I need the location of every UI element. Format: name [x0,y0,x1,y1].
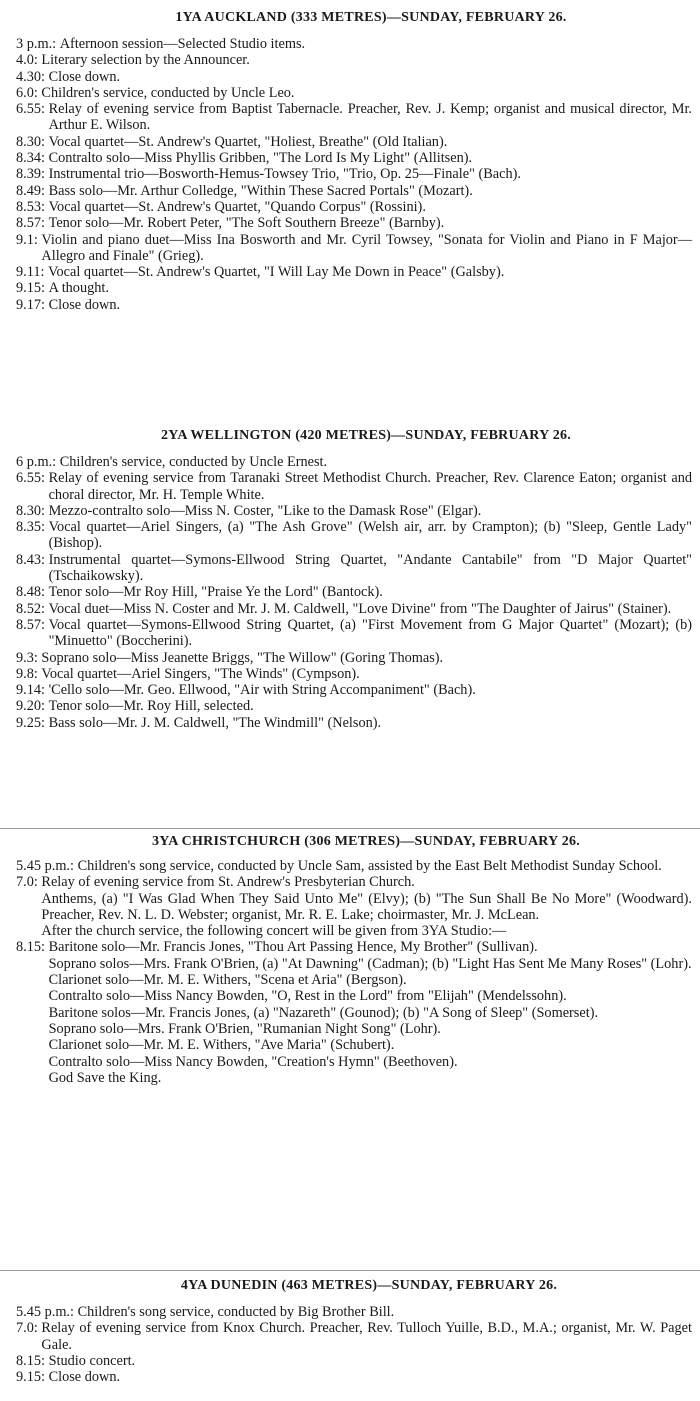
programme-item [16,650,692,666]
programme-description: Vocal quartet—Ariel Singers, "The Winds" (Cympson). [41,665,360,682]
programme-description: Children's song service, conducted by Big Brother Bill. [77,1304,395,1320]
programme-text-block [49,601,692,617]
programme-text-block [49,519,692,552]
programme-time: 8.15: [16,939,45,956]
section-divider [0,828,700,829]
programme-description: Baritone solo—Mr. Francis Jones, "Thou Art Passing Hence, My Brother" (Sullivan). [48,939,538,956]
programme-description: 'Cello solo—Mr. Geo. Ellwood, "Air with String Accompaniment" (Bach). [48,682,476,699]
programme-time: 9.20: [16,698,45,715]
programme-time: 7.0: [16,874,38,891]
programme-text-block [49,698,692,714]
section-heading: 3YA CHRISTCHURCH (306 METRES)—SUNDAY, FEBRUARY 26. [151,834,581,849]
programme-item [16,939,692,1086]
programme-time: 5.45 p.m.: [16,1304,74,1320]
programme-sub-entry: Contralto solo—Miss Nancy Bowden, "Creation's Hymn" (Beethoven). [48,1053,458,1070]
programme-item [16,682,692,698]
programme-item [16,454,692,470]
programme-item [16,52,692,68]
programme-item [16,1353,692,1369]
programme-time: 9.15: [16,1369,45,1386]
programme-text-block [49,215,692,231]
programme-item [16,874,692,939]
programme-description: Relay of evening service from Taranaki Street Methodist Church. Preacher, Rev. Clarence Eaton; organist and choral director, Mr. H. Temple White. [48,470,692,503]
programme-description: Vocal duet—Miss N. Coster and Mr. J. M. Caldwell, "Love Divine" from "The Daughter of Jairus" (Stainer). [48,600,672,617]
programme-text-block [49,199,692,215]
programme-item [16,1304,692,1320]
programme-item [16,166,692,182]
programme-time: 7.0: [16,1320,38,1337]
programme-time: 9.1: [16,231,38,248]
programme-description: Relay of evening service from Knox Church. Preacher, Rev. Tulloch Yuille, B.D., M.A.; organist, Mr. W. Paget Gale. [41,1320,692,1353]
programme-time: 8.39: [16,166,45,183]
programme-item [16,85,692,101]
programme-item [16,1320,692,1353]
programme-text-block [49,682,692,698]
programme-time: 8.52: [16,600,45,617]
programme-description: Tenor solo—Mr. Roy Hill, selected. [48,698,254,715]
programme-text-block [41,232,692,265]
programme-list [16,36,692,313]
programme-item [16,69,692,85]
programme-sub-entry: After the church service, the following concert will be given from 3YA Studio:— [41,923,507,940]
programme-item [16,264,692,280]
programme-text-block [41,650,692,666]
programme-text-block [49,101,692,134]
programme-item [16,666,692,682]
programme-text-block [49,1353,692,1369]
programme-text-block [49,617,692,650]
programme-description: Children's song service, conducted by Uncle Sam, assisted by the East Belt Methodist Sunday School. [77,858,662,874]
programme-item [16,183,692,199]
programme-item [16,519,692,552]
programme-text-block [49,503,692,519]
programme-item [16,617,692,650]
programme-time: 9.8: [16,665,38,682]
programme-item [16,584,692,600]
programme-time: 5.45 p.m.: [16,858,74,874]
programme-item [16,601,692,617]
programme-time: 6.0: [16,84,38,101]
programme-time: 9.14: [16,682,45,699]
programme-time: 6 p.m.: [16,454,57,470]
programme-description: Vocal quartet—St. Andrew's Quartet, "I Will Lay Me Down in Peace" (Galsby). [48,264,505,281]
section-2ya-wellington [16,426,692,731]
programme-time: 6.55: [16,470,45,487]
programme-item [16,215,692,231]
programme-description: Close down. [48,68,121,85]
programme-description: Studio concert. [48,1352,136,1369]
programme-sub-entry: Soprano solo—Mrs. Frank O'Brien, "Rumanian Night Song" (Lohr). [48,1020,441,1037]
programme-description: Instrumental quartet—Symons-Ellwood String Quartet, "Andante Cantabile" from "D Major Quartet" (Tschaikowsky). [48,551,692,585]
programme-time: 9.25: [16,714,45,731]
programme-description: Instrumental trio—Bosworth-Hemus-Towsey Trio, "Trio, Op. 25—Finale" (Bach). [48,166,521,183]
programme-description: Literary selection by the Announcer. [41,52,250,69]
programme-item [16,698,692,714]
section-heading: 1YA AUCKLAND (333 METRES)—SUNDAY, FEBRUARY 26. [175,10,567,25]
programme-sub-entry: Clarionet solo—Mr. M. E. Withers, "Ave Maria" (Schubert). [48,1037,395,1054]
programme-description: Vocal quartet—Ariel Singers, (a) "The Ash Grove" (Welsh air, arr. by Crampton); (b) "Sleep, Gentle Lady" (Bishop). [48,519,692,552]
section-heading: 4YA DUNEDIN (463 METRES)—SUNDAY, FEBRUARY 26. [180,1278,558,1293]
programme-item [16,150,692,166]
programme-time: 8.30: [16,502,45,519]
programme-description: Children's service, conducted by Uncle Ernest. [59,454,328,470]
programme-time: 9.3: [16,649,38,666]
programme-text-block [49,552,692,585]
programme-description: A thought. [48,280,109,297]
programme-text-block [49,470,692,503]
programme-description: Violin and piano duet—Miss Ina Bosworth and Mr. Cyril Towsey, "Sonata for Violin and Piano in F Major—Allegro and Finale" (Grieg). [41,231,692,264]
programme-time: 8.35: [16,519,45,536]
programme-text-block [60,454,692,470]
programme-time: 3 p.m.: [16,36,57,52]
programme-item [16,297,692,313]
programme-text-block [78,1304,692,1320]
programme-text-block [49,280,692,296]
programme-item [16,232,692,265]
programme-item [16,470,692,503]
programme-text-block [41,1320,692,1353]
programme-description: Contralto solo—Miss Phyllis Gribben, "The Lord Is My Light" (Allitsen). [48,150,473,167]
programme-text-block [49,715,692,731]
programme-item [16,101,692,134]
programme-item [16,503,692,519]
programme-time: 8.30: [16,133,45,150]
section-1ya-auckland [16,8,692,313]
programme-sub-entry: Contralto solo—Miss Nancy Bowden, "O, Rest in the Lord" from "Elijah" (Mendelssohn). [48,988,567,1005]
programme-text-block [49,134,692,150]
programme-list [16,454,692,731]
section-divider [0,1270,700,1271]
programme-item [16,280,692,296]
programme-text-block [49,69,692,85]
programme-time: 8.34: [16,150,45,167]
programme-sub-entry: God Save the King. [48,1069,162,1086]
programme-time: 9.11: [16,264,45,281]
programme-item [16,199,692,215]
programme-text-block [49,166,692,182]
programme-sub-entry: Baritone solos—Mr. Francis Jones, (a) "Nazareth" (Gounod); (b) "A Song of Sleep" (Somerset). [48,1004,599,1021]
programme-text-block [49,939,692,1086]
programme-time: 8.57: [16,215,45,232]
programme-time: 8.53: [16,198,45,215]
section-3ya-christchurch [16,832,692,1086]
programme-text-block [48,264,692,280]
programme-text-block [49,150,692,166]
programme-text-block [41,666,692,682]
programme-text-block [49,584,692,600]
programme-description: Tenor solo—Mr. Robert Peter, "The Soft Southern Breeze" (Barnby). [48,215,445,232]
programme-description: Close down. [48,296,121,313]
programme-sub-entry: Anthems, (a) "I Was Glad When They Said Unto Me" (Elvy); (b) "The Sun Shall Be No More" (Woodward). Preacher, Rev. N. L. D. Webster; organist, Mr. R. E. Lake; choirmaster, Mr. J. McLean. [41,890,692,923]
programme-time: 8.15: [16,1352,45,1369]
programme-time: 4.0: [16,52,38,69]
programme-description: Vocal quartet—Symons-Ellwood String Quartet, (a) "First Movement from G Major Quartet" (Mozart); (b) "Minuetto" (Boccherini). [48,616,692,650]
programme-item [16,858,692,874]
programme-description: Bass solo—Mr. J. M. Caldwell, "The Windmill" (Nelson). [48,714,382,731]
programme-time: 9.17: [16,296,45,313]
programme-text-block [49,297,692,313]
programme-time: 8.43: [16,551,45,568]
programme-time: 9.15: [16,280,45,297]
programme-list [16,858,692,1086]
programme-time: 8.49: [16,182,45,199]
programme-time: 6.55: [16,101,45,118]
section-heading: 2YA WELLINGTON (420 METRES)—SUNDAY, FEBRUARY 26. [161,428,571,443]
programme-description: Tenor solo—Mr Roy Hill, "Praise Ye the Lord" (Bantock). [48,584,383,601]
programme-description: Close down. [48,1369,121,1386]
programme-item [16,715,692,731]
programme-description: Children's service, conducted by Uncle Leo. [41,84,295,101]
programme-text-block [60,36,692,52]
programme-text-block [41,85,692,101]
section-4ya-dunedin [16,1276,692,1385]
programme-description: Afternoon session—Selected Studio items. [59,36,306,52]
programme-time: 8.57: [16,616,45,633]
programme-sub-entry: Clarionet solo—Mr. M. E. Withers, "Scena et Aria" (Bergson). [48,972,407,989]
programme-time: 8.48: [16,584,45,601]
programme-item [16,36,692,52]
programme-description: Vocal quartet—St. Andrew's Quartet, "Quando Corpus" (Rossini). [48,198,426,215]
programme-description: Relay of evening service from St. Andrew's Presbyterian Church. [41,874,415,891]
programme-item [16,134,692,150]
programme-description: Soprano solo—Miss Jeanette Briggs, "The Willow" (Goring Thomas). [41,649,444,666]
programme-text-block [41,874,692,939]
programme-description: Vocal quartet—St. Andrew's Quartet, "Holiest, Breathe" (Old Italian). [48,133,448,150]
programme-text-block [78,858,692,874]
programme-item [16,552,692,585]
programme-time: 4.30: [16,68,45,85]
programme-description: Mezzo-contralto solo—Miss N. Coster, "Like to the Damask Rose" (Elgar). [48,502,482,519]
programme-text-block [49,183,692,199]
programme-sub-entry: Soprano solos—Mrs. Frank O'Brien, (a) "At Dawning" (Cadman); (b) "Light Has Sent Me Many Roses" (Lohr). [48,955,692,972]
programme-text-block [49,1369,692,1385]
programme-item [16,1369,692,1385]
programme-description: Relay of evening service from Baptist Tabernacle. Preacher, Rev. J. Kemp; organist and musical director, Mr. Arthur E. Wilson. [48,101,692,134]
programme-text-block [41,52,692,68]
programme-list [16,1304,692,1385]
programme-description: Bass solo—Mr. Arthur Colledge, "Within These Sacred Portals" (Mozart). [48,182,473,199]
